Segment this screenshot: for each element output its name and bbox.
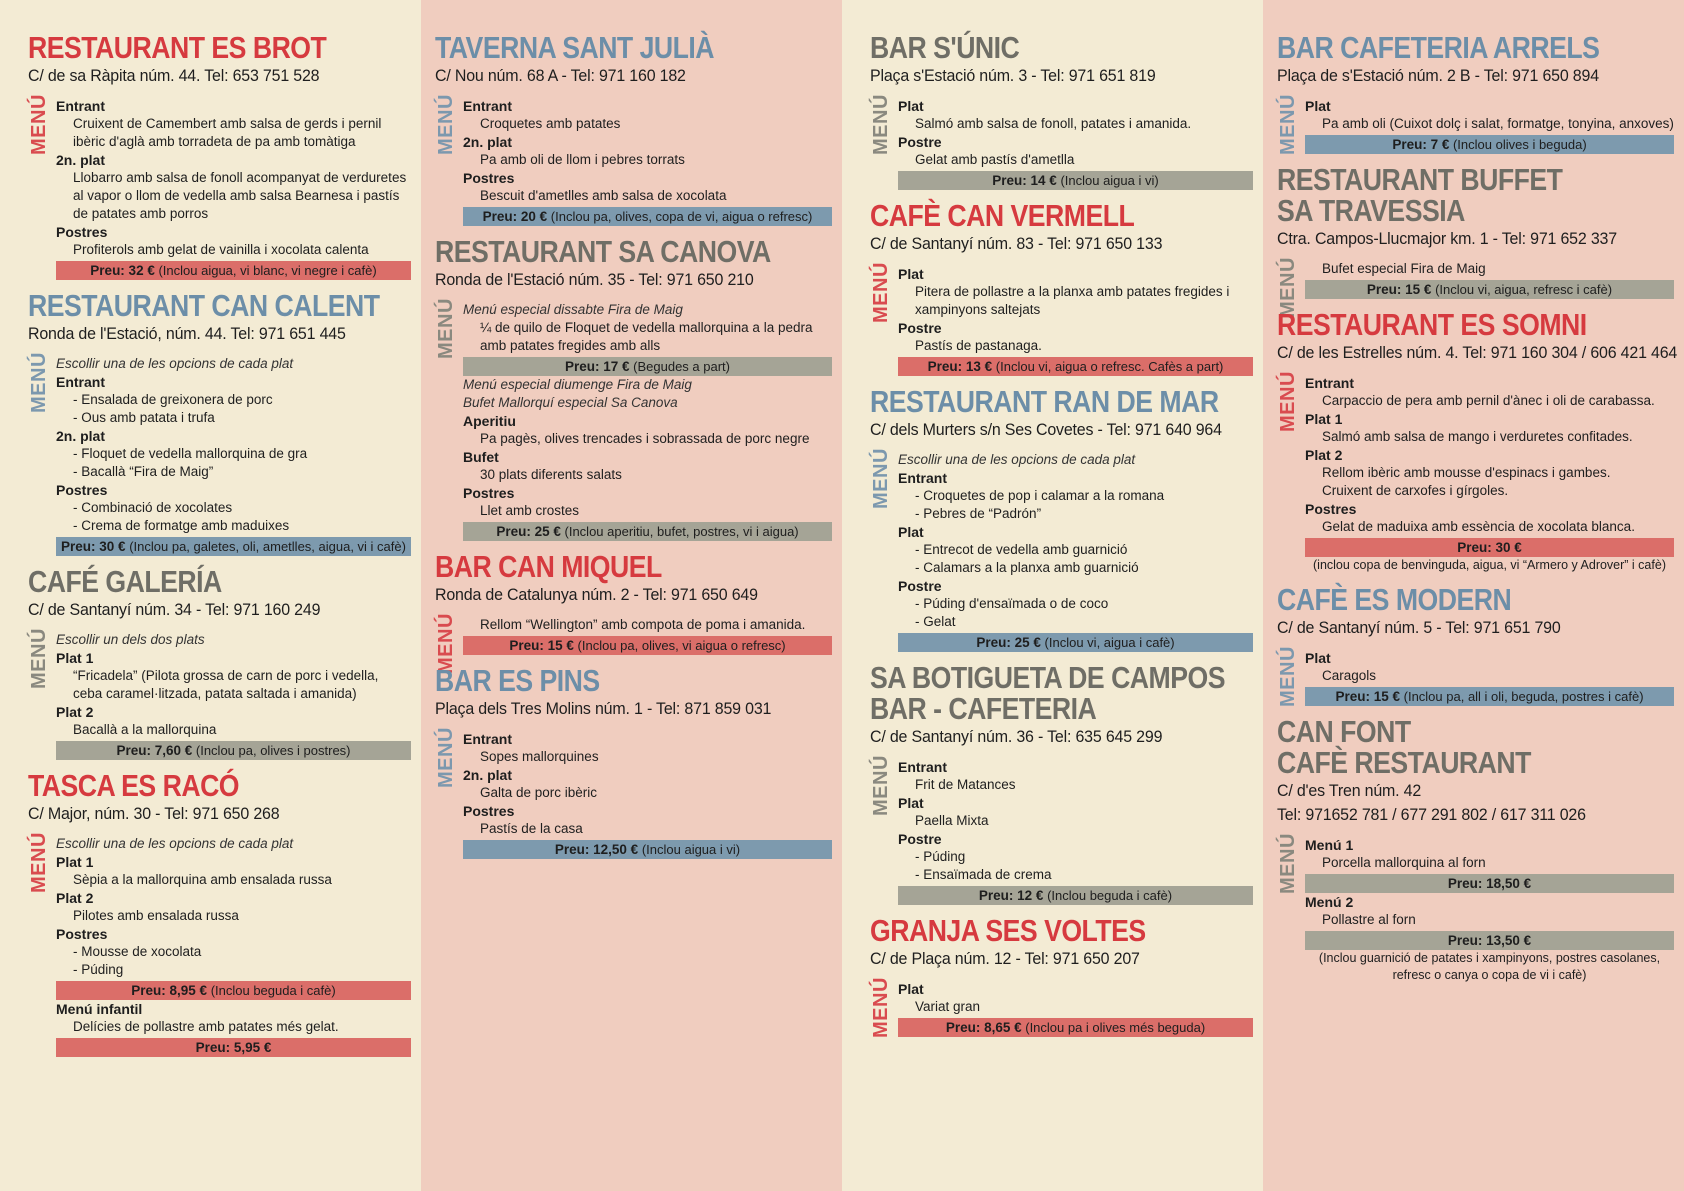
menu-tag xyxy=(870,755,892,816)
course-heading: 2n. plat xyxy=(56,428,106,444)
dish-description: - Pebres de “Padrón” xyxy=(915,506,1042,521)
restaurant-name: TAVERNA SANT JULIÀ xyxy=(435,30,715,65)
dish-description: “Fricadela” (Pilota grossa de carn de porc i vedella, ceba caramel·litzada, patata saltada i amanida) xyxy=(73,668,379,701)
course-heading: Plat xyxy=(898,981,924,997)
restaurant-address: C/ de Santanyí núm. 36 - Tel: 635 645 299 xyxy=(870,727,1163,746)
menu-tag-label: MENÚ xyxy=(435,727,457,788)
price-note: (inclou copa de benvinguda, aigua, vi “Armero y Adrover” i cafè) xyxy=(1313,558,1666,572)
menu-tag xyxy=(28,628,50,689)
dish-description: - Bacallà “Fira de Maig” xyxy=(73,464,214,479)
price-amount: Preu: 30 € xyxy=(1457,540,1522,555)
dish-description: - Croquetes de pop i calamar a la romana xyxy=(915,488,1165,503)
restaurant-block xyxy=(435,236,832,541)
course-heading: Postres xyxy=(56,926,108,942)
restaurant-block xyxy=(870,200,1253,376)
restaurant-address: Tel: 971652 781 / 677 291 802 / 617 311 026 xyxy=(1277,805,1586,824)
restaurant-name: RESTAURANT BUFFET xyxy=(1277,162,1563,197)
price-bar xyxy=(898,633,1253,652)
restaurant-address: C/ de Santanyí núm. 5 - Tel: 971 651 790 xyxy=(1277,618,1561,637)
menu-section xyxy=(870,448,1253,652)
menu-tag xyxy=(870,262,892,323)
dish-description: Pollastre al forn xyxy=(1322,912,1416,927)
dish-description: Rellom “Wellington” amb compota de poma i amanida. xyxy=(480,617,806,632)
menu-tag xyxy=(28,94,50,155)
restaurant-name: SA BOTIGUETA DE CAMPOS xyxy=(870,660,1225,695)
course-heading: Entrant xyxy=(1305,375,1354,391)
menu-section xyxy=(870,94,1253,190)
price-includes: (Inclou pa, olives, vi aigua o refresc) xyxy=(577,638,786,653)
dish-description: Pastís de pastanaga. xyxy=(915,338,1042,353)
course-heading: Plat 1 xyxy=(56,650,94,666)
course-heading: Entrant xyxy=(56,98,105,114)
price-bar xyxy=(56,261,411,280)
price-bar xyxy=(463,840,832,859)
menu-tag-label: MENÚ xyxy=(1277,371,1299,432)
restaurant-block xyxy=(435,32,832,226)
restaurant-address: C/ de sa Ràpita núm. 44. Tel: 653 751 528 xyxy=(28,66,320,85)
restaurant-name: CAFÉ GALERÍA xyxy=(28,564,222,599)
price-amount: Preu: 30 € xyxy=(61,539,126,554)
dish-description: - Entrecot de vedella amb guarnició xyxy=(915,542,1128,557)
dish-description: Bacallà a la mallorquina xyxy=(73,722,217,737)
course-heading: Aperitiu xyxy=(463,413,516,429)
restaurant-name: BAR CAN MIQUEL xyxy=(435,549,662,584)
menu-tag xyxy=(870,448,892,509)
dish-description: - Crema de formatge amb maduixes xyxy=(73,518,290,533)
menu-section xyxy=(870,262,1253,376)
course-heading: Postres xyxy=(56,482,108,498)
menu-tag xyxy=(1277,371,1299,432)
dish-description: Rellom ibèric amb mousse d'espinacs i gambes. xyxy=(1322,465,1611,480)
dish-description: Cruixent de Camembert amb salsa de gerds i pernil ibèric d'aglà amb torradeta de pa amb tomàtiga xyxy=(73,116,382,149)
menu-section xyxy=(870,755,1253,905)
price-amount: Preu: 18,50 € xyxy=(1447,876,1532,891)
restaurant-address: C/ Major, núm. 30 - Tel: 971 650 268 xyxy=(28,804,280,823)
restaurant-block xyxy=(870,32,1253,190)
price-bar xyxy=(1305,135,1674,154)
menu-tag-label: MENÚ xyxy=(28,628,50,689)
restaurant-name: RESTAURANT ES BROT xyxy=(28,30,327,65)
course-heading: Plat xyxy=(898,266,924,282)
price-bar xyxy=(898,357,1253,376)
dish-description: - Ensaïmada de crema xyxy=(915,867,1052,882)
price-bar xyxy=(56,537,411,556)
price-includes: (Inclou vi, aigua i cafè) xyxy=(1044,635,1175,650)
course-heading: Entrant xyxy=(56,374,105,390)
price-includes: (Inclou olives i beguda) xyxy=(1452,137,1587,152)
price-amount: Preu: 8,65 € xyxy=(945,1020,1022,1035)
menu-tag-label: MENÚ xyxy=(870,94,892,155)
restaurant-address: C/ de Plaça núm. 12 - Tel: 971 650 207 xyxy=(870,949,1140,968)
price-includes: (Begudes a part) xyxy=(633,359,730,374)
course-heading: Entrant xyxy=(898,759,947,775)
restaurant-name: RESTAURANT ES SOMNI xyxy=(1277,307,1587,342)
price-bar xyxy=(898,1018,1253,1037)
restaurant-block xyxy=(1277,584,1674,706)
course-heading: Postre xyxy=(898,134,942,150)
menu-tag xyxy=(28,352,50,413)
dish-description: - Combinació de xocolates xyxy=(73,500,233,515)
column-3 xyxy=(842,0,1263,1191)
dish-description: - Mousse de xocolata xyxy=(73,944,202,959)
course-heading: Plat xyxy=(898,524,924,540)
price-includes: (Inclou beguda i cafè) xyxy=(210,983,336,998)
menu-note-italic: Escollir una de les opcions de cada plat xyxy=(56,356,294,371)
price-bar xyxy=(463,357,832,376)
dish-description: - Ensalada de greixonera de porc xyxy=(73,392,273,407)
menu-tag-label: MENÚ xyxy=(435,94,457,155)
price-amount: Preu: 15 € xyxy=(1366,282,1432,297)
restaurant-name-line-2: CAFÈ RESTAURANT xyxy=(1277,745,1531,780)
course-heading: 2n. plat xyxy=(463,134,513,150)
restaurant-name: TASCA ES RACÓ xyxy=(28,768,240,803)
dish-description: 30 plats diferents salats xyxy=(480,467,622,482)
price-bar xyxy=(463,522,832,541)
menu-tag xyxy=(870,977,892,1038)
dish-description: Salmó amb salsa de fonoll, patates i amanida. xyxy=(915,116,1192,131)
dish-description: Porcella mallorquina al forn xyxy=(1322,855,1486,870)
restaurant-block xyxy=(1277,162,1674,318)
price-note: (Inclou guarnició de patates i xampinyons, postres casolanes, refresc o canya o copa de vi i cafè) xyxy=(1318,951,1661,982)
course-heading: Plat xyxy=(1305,98,1331,114)
menu-section xyxy=(435,298,832,541)
restaurant-name: RESTAURANT CAN CALENT xyxy=(28,288,380,323)
course-heading: Postres xyxy=(463,170,515,186)
restaurant-address: Ctra. Campos-Llucmajor km. 1 - Tel: 971 652 337 xyxy=(1277,229,1617,248)
dish-description: Pastís de la casa xyxy=(480,821,583,836)
restaurant-name-line-2: SA TRAVESSIA xyxy=(1277,193,1465,228)
menu-section xyxy=(28,832,411,1057)
restaurant-address: Ronda de l'Estació, núm. 44. Tel: 971 651 445 xyxy=(28,324,346,343)
column-4 xyxy=(1263,0,1684,1191)
restaurant-name: BAR S'ÚNIC xyxy=(870,30,1020,65)
course-heading: Menú infantil xyxy=(56,1001,143,1017)
restaurant-block xyxy=(28,770,411,1057)
restaurant-name: BAR CAFETERIA ARRELS xyxy=(1277,30,1600,65)
restaurant-address: Plaça s'Estació núm. 3 - Tel: 971 651 819 xyxy=(870,66,1156,85)
course-heading: Bufet xyxy=(463,449,499,465)
price-includes: (Inclou aigua i vi) xyxy=(641,842,741,857)
course-heading: Plat 2 xyxy=(56,890,94,906)
dish-description: Bufet especial Fira de Maig xyxy=(1322,261,1486,276)
menu-section xyxy=(1277,646,1674,707)
price-bar xyxy=(1305,538,1674,557)
price-includes: (Inclou aperitiu, bufet, postres, vi i aigua) xyxy=(564,524,799,539)
menu-tag-label: MENÚ xyxy=(435,298,457,359)
price-amount: Preu: 8,95 € xyxy=(131,983,208,998)
course-heading: Plat 2 xyxy=(1305,447,1343,463)
dish-description: ¼ de quilo de Floquet de vedella mallorquina a la pedra amb patates fregides amb alls xyxy=(480,320,813,353)
menu-tag-label: MENÚ xyxy=(28,832,50,893)
price-bar xyxy=(898,886,1253,905)
course-heading: Entrant xyxy=(898,470,947,486)
price-bar xyxy=(463,636,832,655)
course-heading: Postre xyxy=(898,578,942,594)
dish-description: Llobarro amb salsa de fonoll acompanyat de verduretes al vapor o llom de vedella amb salsa Bearnesa i pastís de patates amb porros xyxy=(73,170,407,221)
restaurant-address: Plaça dels Tres Molins núm. 1 - Tel: 871 859 031 xyxy=(435,699,772,718)
menu-tag xyxy=(435,94,457,155)
price-amount: Preu: 32 € xyxy=(90,263,155,278)
dish-description: Sèpia a la mallorquina amb ensalada russa xyxy=(73,872,332,887)
dish-description: - Púding xyxy=(915,849,966,864)
dish-description: Gelat amb pastís d'ametlla xyxy=(915,152,1075,167)
column-2 xyxy=(421,0,842,1191)
course-heading: Plat xyxy=(898,98,924,114)
menu-section xyxy=(1277,257,1674,318)
price-includes: (Inclou pa i olives més beguda) xyxy=(1025,1020,1206,1035)
price-amount: Preu: 13 € xyxy=(927,359,993,374)
dish-description: Salmó amb salsa de mango i verduretes confitades. xyxy=(1322,429,1633,444)
price-bar xyxy=(56,741,411,760)
price-amount: Preu: 17 € xyxy=(564,359,630,374)
dish-description: - Ous amb patata i trufa xyxy=(73,410,215,425)
price-includes: (Inclou aigua i vi) xyxy=(1060,173,1159,188)
dish-description: - Púding d'ensaïmada o de coco xyxy=(915,596,1109,611)
menu-tag-label: MENÚ xyxy=(1277,833,1299,894)
menu-section xyxy=(28,94,411,280)
course-heading: Plat 2 xyxy=(56,704,94,720)
price-bar xyxy=(1305,931,1674,950)
restaurant-block xyxy=(28,290,411,556)
price-amount: Preu: 12 € xyxy=(978,888,1044,903)
course-heading: 2n. plat xyxy=(463,767,513,783)
dish-description: Profiterols amb gelat de vainilla i xocolata calenta xyxy=(73,242,369,257)
course-heading: Postres xyxy=(56,224,108,240)
restaurant-name: CAFÈ CAN VERMELL xyxy=(870,198,1135,233)
restaurant-name: CAFÈ ES MODERN xyxy=(1277,582,1512,617)
menu-section xyxy=(435,727,832,859)
dish-description: Bescuit d'ametlles amb salsa de xocolata xyxy=(480,188,727,203)
menu-section xyxy=(435,613,832,674)
price-amount: Preu: 14 € xyxy=(992,173,1057,188)
price-amount: Preu: 5,95 € xyxy=(195,1040,272,1055)
menu-tag xyxy=(435,298,457,359)
restaurant-address: C/ de Santanyí núm. 34 - Tel: 971 160 249 xyxy=(28,600,321,619)
price-includes: (Inclou aigua, vi blanc, vi negre i cafè) xyxy=(158,263,377,278)
price-bar xyxy=(1305,280,1674,299)
price-amount: Preu: 25 € xyxy=(496,524,561,539)
restaurant-block xyxy=(28,32,411,280)
menu-note-italic: Menú especial dissabte Fira de Maig xyxy=(463,302,683,317)
dish-description: Delícies de pollastre amb patates més gelat. xyxy=(73,1019,339,1034)
menu-note-italic: Escollir una de les opcions de cada plat xyxy=(898,452,1136,467)
restaurant-address: Plaça de s'Estació núm. 2 B - Tel: 971 650 894 xyxy=(1277,66,1599,85)
dish-description: Pa amb oli de llom i pebres torrats xyxy=(480,152,685,167)
dish-description: - Gelat xyxy=(915,614,956,629)
price-bar xyxy=(1305,874,1674,893)
menu-section xyxy=(1277,833,1674,984)
course-heading: Plat xyxy=(898,795,924,811)
restaurant-block xyxy=(870,915,1253,1037)
dish-description: Cruixent de carxofes i gírgoles. xyxy=(1322,483,1509,498)
restaurant-name: GRANJA SES VOLTES xyxy=(870,913,1146,948)
price-includes: (Inclou beguda i cafè) xyxy=(1047,888,1173,903)
dish-description: Sopes mallorquines xyxy=(480,749,599,764)
restaurant-address: C/ de les Estrelles núm. 4. Tel: 971 160 304 / 606 421 464 xyxy=(1277,343,1678,362)
course-heading: Postres xyxy=(463,803,515,819)
menu-tag-label: MENÚ xyxy=(28,94,50,155)
dish-description: Pitera de pollastre a la planxa amb patates fregides i xampinyons saltejats xyxy=(915,284,1230,317)
dish-description: Galta de porc ibèric xyxy=(480,785,598,800)
restaurant-block xyxy=(435,665,832,859)
price-amount: Preu: 7 € xyxy=(1392,137,1450,152)
price-amount: Preu: 15 € xyxy=(509,638,574,653)
menu-section xyxy=(28,628,411,760)
menu-tag-label: MENÚ xyxy=(870,262,892,323)
course-heading: Menú 2 xyxy=(1305,894,1354,910)
menu-tag xyxy=(1277,833,1299,894)
menu-tag-label: MENÚ xyxy=(870,448,892,509)
price-bar xyxy=(463,207,832,226)
dish-description: Carpaccio de pera amb pernil d'ànec i oli de carabassa. xyxy=(1322,393,1655,408)
menu-tag xyxy=(1277,94,1299,155)
restaurant-name: RESTAURANT RAN DE MAR xyxy=(870,384,1219,419)
menu-tag-label: MENÚ xyxy=(28,352,50,413)
course-heading: Plat 1 xyxy=(56,854,94,870)
course-heading: Postres xyxy=(463,485,515,501)
price-includes: (Inclou pa, all i oli, beguda, postres i cafè) xyxy=(1403,689,1644,704)
menu-tag-label: MENÚ xyxy=(435,613,457,674)
menu-tag xyxy=(1277,646,1299,707)
dish-description: Croquetes amb patates xyxy=(480,116,621,131)
price-bar xyxy=(898,171,1253,190)
restaurant-block xyxy=(1277,716,1674,984)
price-includes: (Inclou vi, aigua, refresc i cafè) xyxy=(1435,282,1613,297)
price-amount: Preu: 12,50 € xyxy=(554,842,639,857)
restaurant-address: C/ de Santanyí núm. 83 - Tel: 971 650 133 xyxy=(870,234,1163,253)
price-amount: Preu: 15 € xyxy=(1335,689,1400,704)
menu-section xyxy=(1277,94,1674,155)
course-heading: Plat xyxy=(1305,650,1331,666)
course-heading: Entrant xyxy=(463,731,512,747)
dish-description: Caragols xyxy=(1322,668,1377,683)
restaurant-name: BAR ES PINS xyxy=(435,663,600,698)
restaurant-address: Ronda de Catalunya núm. 2 - Tel: 971 650 649 xyxy=(435,585,758,604)
menu-tag-label: MENÚ xyxy=(1277,94,1299,155)
restaurant-name-line-2: BAR - CAFETERIA xyxy=(870,691,1097,726)
menu-tag-label: MENÚ xyxy=(1277,646,1299,707)
price-includes: (Inclou pa, olives, copa de vi, aigua o refresc) xyxy=(550,209,813,224)
price-amount: Preu: 25 € xyxy=(976,635,1041,650)
restaurant-block xyxy=(870,386,1253,652)
price-bar xyxy=(1305,687,1674,706)
menu-section xyxy=(435,94,832,226)
price-amount: Preu: 20 € xyxy=(482,209,548,224)
menu-tag-label: MENÚ xyxy=(870,755,892,816)
menu-tag xyxy=(435,727,457,788)
restaurant-block xyxy=(28,566,411,760)
menu-tag-label: MENÚ xyxy=(1277,257,1299,318)
course-heading: 2n. plat xyxy=(56,152,106,168)
price-includes: (Inclou vi, aigua o refresc. Cafès a part) xyxy=(995,359,1224,374)
restaurant-address: C/ d'es Tren núm. 42 xyxy=(1277,781,1422,800)
course-heading: Postre xyxy=(898,831,942,847)
dish-description: Pilotes amb ensalada russa xyxy=(73,908,239,923)
course-heading: Postre xyxy=(898,320,942,336)
menu-section xyxy=(870,977,1253,1038)
dish-description: Llet amb crostes xyxy=(480,503,580,518)
menu-tag-label: MENÚ xyxy=(870,977,892,1038)
dish-description: - Calamars a la planxa amb guarnició xyxy=(915,560,1139,575)
price-bar xyxy=(56,981,411,1000)
dish-description: Paella Mixta xyxy=(915,813,989,828)
restaurant-address: C/ dels Murters s/n Ses Covetes - Tel: 971 640 964 xyxy=(870,420,1222,439)
price-amount: Preu: 7,60 € xyxy=(116,743,193,758)
price-includes: (Inclou pa, galetes, oli, ametlles, aigua, vi i cafè) xyxy=(129,539,406,554)
dish-description: Pa amb oli (Cuixot dolç i salat, formatge, tonyina, anxoves) xyxy=(1322,116,1674,131)
price-amount: Preu: 13,50 € xyxy=(1447,933,1532,948)
course-heading: Entrant xyxy=(463,98,512,114)
menu-section xyxy=(1277,371,1674,574)
menu-tag xyxy=(28,832,50,893)
course-heading: Postres xyxy=(1305,501,1357,517)
course-heading: Plat 1 xyxy=(1305,411,1343,427)
menu-note-italic: Escollir un dels dos plats xyxy=(56,632,205,647)
restaurant-address: C/ Nou núm. 68 A - Tel: 971 160 182 xyxy=(435,66,686,85)
menu-note-italic: Bufet Mallorquí especial Sa Canova xyxy=(463,395,678,410)
menu-note-italic: Menú especial diumenge Fira de Maig xyxy=(463,377,692,392)
dish-description: Gelat de maduixa amb essència de xocolata blanca. xyxy=(1322,519,1635,534)
dish-description: Frit de Matances xyxy=(915,777,1016,792)
price-bar xyxy=(56,1038,411,1057)
restaurant-block xyxy=(435,549,832,674)
column-1 xyxy=(0,0,421,1191)
menu-section xyxy=(28,352,411,556)
dish-description: Pa pagès, olives trencades i sobrassada de porc negre xyxy=(480,431,810,446)
menu-note-italic: Escollir una de les opcions de cada plat xyxy=(56,836,294,851)
dish-description: - Púding xyxy=(73,962,124,977)
restaurant-address: Ronda de l'Estació núm. 35 - Tel: 971 650 210 xyxy=(435,270,754,289)
course-heading: Menú 1 xyxy=(1305,837,1354,853)
restaurant-block xyxy=(1277,32,1674,154)
restaurant-name: RESTAURANT SA CANOVA xyxy=(435,234,771,269)
restaurant-block xyxy=(870,662,1253,905)
restaurant-name: CAN FONT xyxy=(1277,714,1411,749)
dish-description: - Floquet de vedella mallorquina de gra xyxy=(73,446,308,461)
dish-description: Variat gran xyxy=(915,999,981,1014)
price-includes: (Inclou pa, olives i postres) xyxy=(195,743,351,758)
restaurant-block xyxy=(1277,307,1678,574)
menu-tag xyxy=(870,94,892,155)
